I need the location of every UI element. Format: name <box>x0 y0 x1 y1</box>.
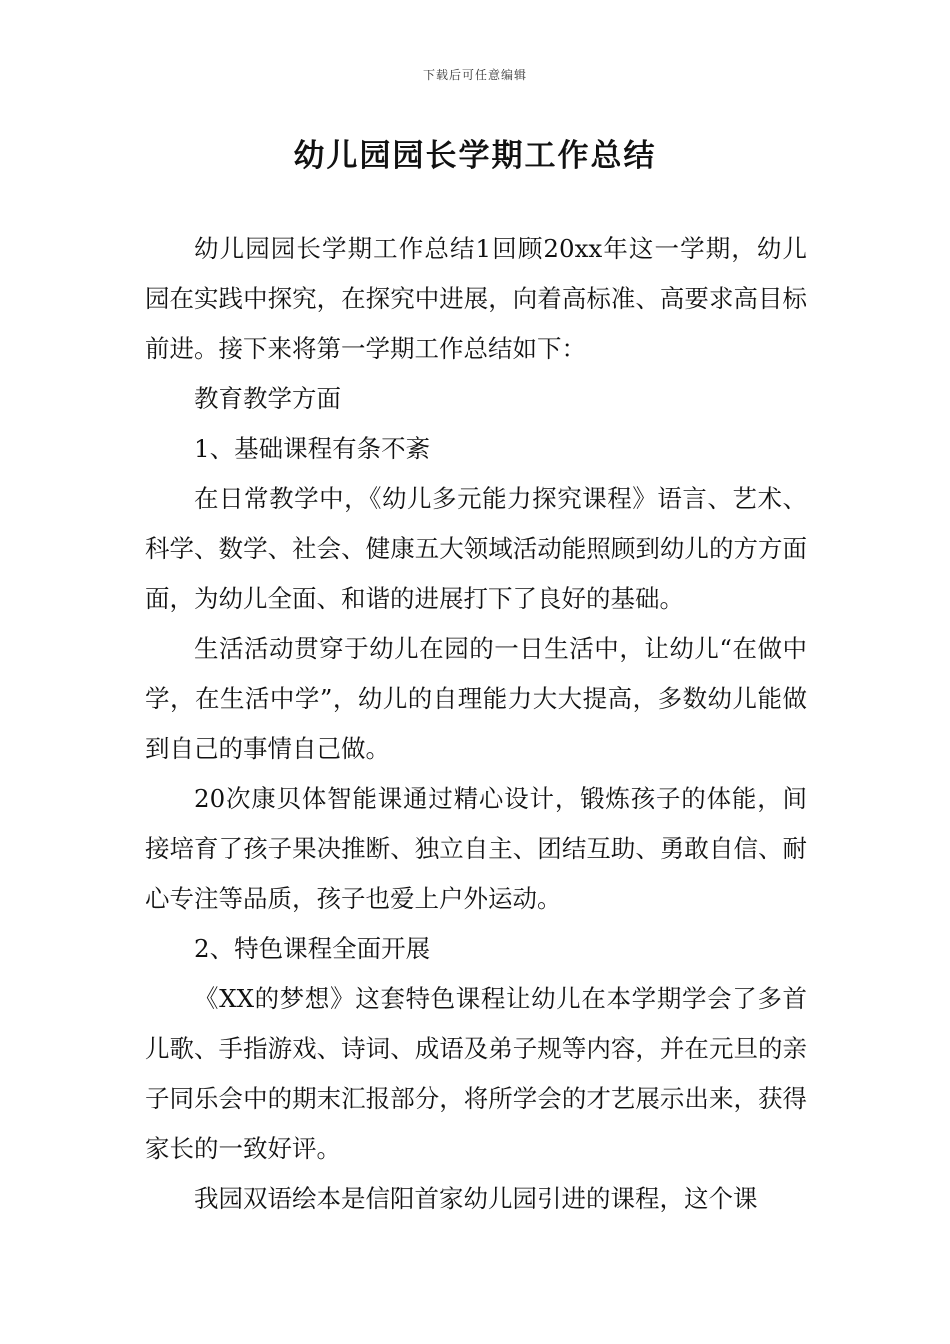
paragraph-daily-teaching: 在日常教学中，《幼儿多元能力探究课程》语言、艺术、科学、数学、社会、健康五大领域活动能照顾到幼儿的方方面面，为幼儿全面、和谐的进展打下了良好的基础。 <box>145 484 807 613</box>
paragraph-life-activities: 生活活动贯穿于幼儿在园的一日生活中，让幼儿“在做中学，在生活中学”，幼儿的自理能力大大提高，多数幼儿能做到自己的事情自己做。 <box>145 634 807 763</box>
subheading-feature-courses: 2、特色课程全面开展 <box>194 934 431 963</box>
document-title: 幼儿园园长学期工作总结 <box>293 138 657 174</box>
paragraph-pe-classes: 20次康贝体智能课通过精心设计，锻炼孩子的体能，间接培育了孩子果决推断、独立自主、团结互助、勇敢自信、耐心专注等品质，孩子也爱上户外运动。 <box>145 784 807 913</box>
document-body <box>145 224 807 1224</box>
paragraph-dream-course: 《XX的梦想》这套特色课程让幼儿在本学期学会了多首儿歌、手指游戏、诗词、成语及弟子规等内容，并在元旦的亲子同乐会中的期末汇报部分，将所学会的才艺展示出来，获得家长的一致好评。 <box>145 984 807 1163</box>
section-heading-education: 教育教学方面 <box>194 384 341 413</box>
paragraph-intro: 幼儿园园长学期工作总结1回顾20xx年这一学期，幼儿园在实践中探究，在探究中进展，向着高标准、高要求高目标前进。接下来将第一学期工作总结如下： <box>145 234 807 363</box>
header-note: 下载后可任意编辑 <box>422 68 527 82</box>
paragraph-bilingual-books: 我园双语绘本是信阳首家幼儿园引进的课程，这个课 <box>194 1184 758 1213</box>
subheading-basic-courses: 1、基础课程有条不紊 <box>194 434 431 463</box>
